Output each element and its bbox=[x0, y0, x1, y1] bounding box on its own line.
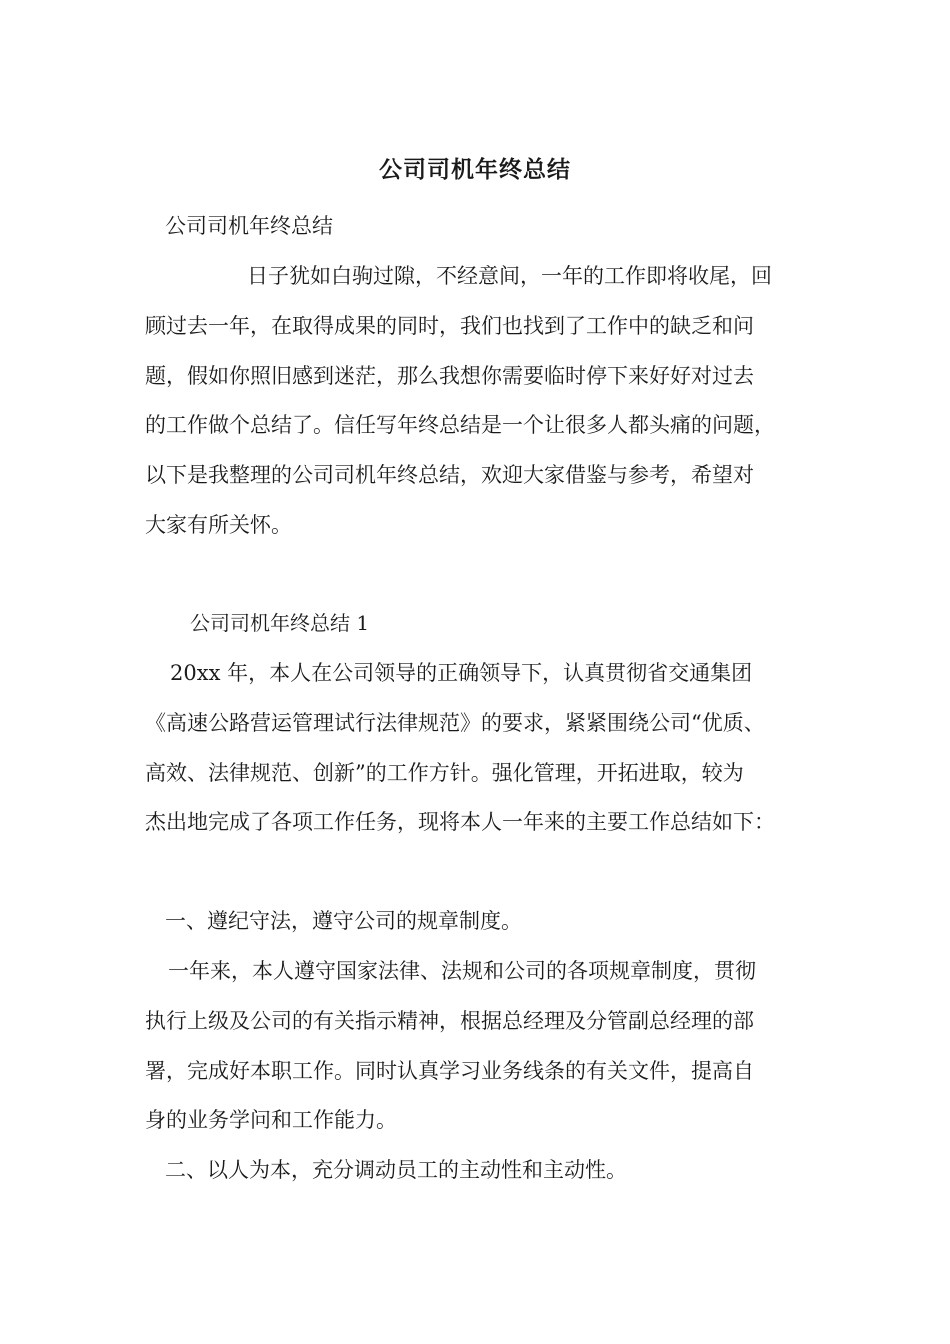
section-1-heading: 公司司机年终总结 1 bbox=[190, 611, 370, 635]
intro-line-2: 顾过去一年，在取得成果的同时，我们也找到了工作中的缺乏和问 bbox=[145, 314, 754, 338]
point-1-line-1: 一年来，本人遵守国家法律、法规和公司的各项规章制度，贯彻 bbox=[168, 959, 756, 983]
section-1-line-4: 杰出地完成了各项工作任务，现将本人一年来的主要工作总结如下： bbox=[145, 810, 775, 834]
point-2-heading: 二、以人为本，充分调动员工的主动性和主动性。 bbox=[165, 1158, 627, 1182]
point-1-line-3: 署，完成好本职工作。同时认真学习业务线条的有关文件，提高自 bbox=[145, 1059, 754, 1083]
intro-line-1: 日子犹如白驹过隙，不经意间，一年的工作即将收尾，回 bbox=[247, 264, 772, 288]
document-title: 公司司机年终总结 bbox=[379, 156, 571, 183]
intro-line-6: 大家有所关怀。 bbox=[145, 513, 292, 537]
point-1-line-2: 执行上级及公司的有关指示精神，根据总经理及分管副总经理的部 bbox=[145, 1009, 754, 1033]
section-1-line-3: 高效、法律规范、创新”的工作方针。强化管理，开拓进取，较为 bbox=[145, 761, 744, 785]
section-1-line-2: 《高速公路营运管理试行法律规范》的要求，紧紧围绕公司“优质、 bbox=[145, 711, 765, 735]
section-1-line-1: 20xx 年，本人在公司领导的正确领导下，认真贯彻省交通集团 bbox=[170, 661, 753, 685]
intro-line-5: 以下是我整理的公司司机年终总结，欢迎大家借鉴与参考，希望对 bbox=[145, 463, 754, 487]
intro-line-4: 的工作做个总结了。信任写年终总结是一个让很多人都头痛的问题， bbox=[145, 413, 775, 437]
point-1-line-4: 身的业务学问和工作能力。 bbox=[145, 1108, 397, 1132]
point-1-heading: 一、遵纪守法，遵守公司的规章制度。 bbox=[165, 909, 522, 933]
intro-line-3: 题，假如你照旧感到迷茫，那么我想你需要临时停下来好好对过去 bbox=[145, 364, 754, 388]
document-subtitle: 公司司机年终总结 bbox=[165, 214, 333, 238]
